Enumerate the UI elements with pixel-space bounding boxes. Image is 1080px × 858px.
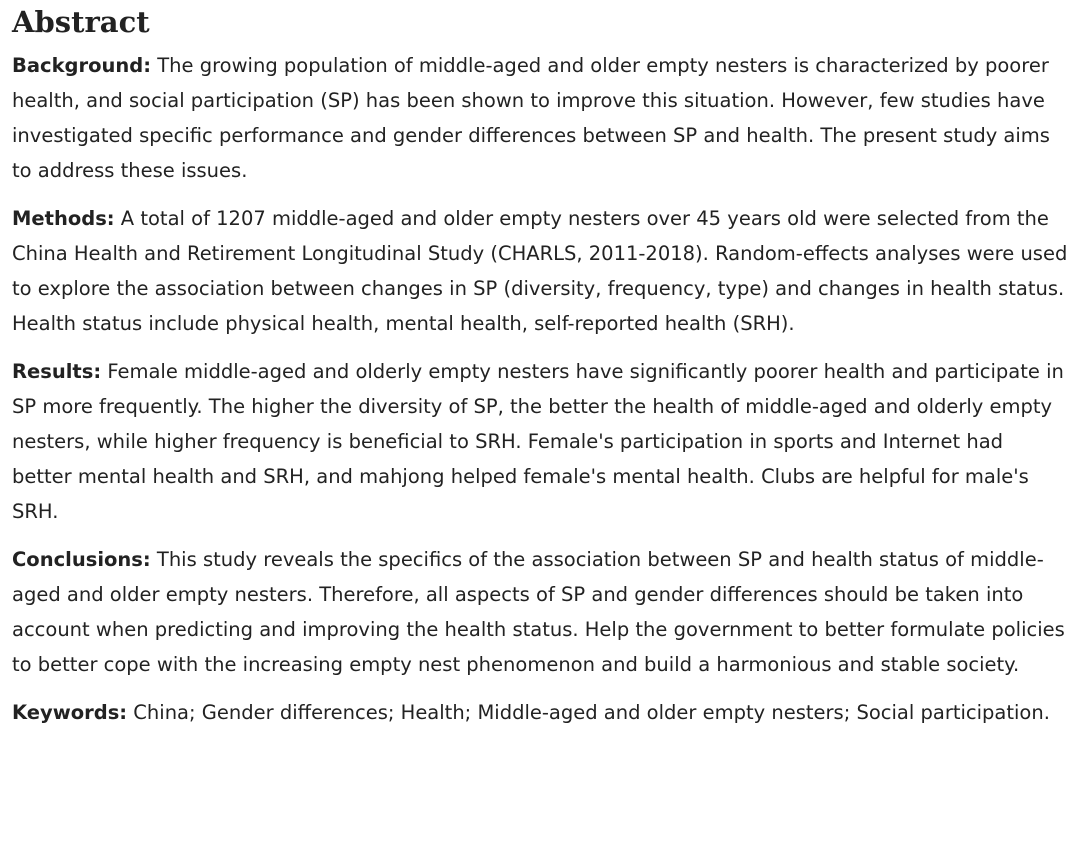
results-paragraph (12, 354, 1068, 529)
results-label: Results: (12, 360, 102, 383)
background-text: The growing population of middle-aged and older empty nesters is characterized by poorer health, and social participation (SP) has been shown to improve this situation. However, few studies have investigated specific performance and gender differences between SP and health. The present study aims to address these issues. (12, 54, 1050, 182)
results-text: Female middle-aged and olderly empty nesters have significantly poorer health and participate in SP more frequently. The higher the diversity of SP, the better the health of middle-aged and olderly empty nesters, while higher frequency is beneficial to SRH. Female's participation in sports and Internet had better mental health and SRH, and mahjong helped female's mental health. Clubs are helpful for male's SRH. (12, 360, 1064, 523)
keywords-text: China; Gender differences; Health; Middle-aged and older empty nesters; Social participation. (127, 701, 1050, 724)
keywords-label: Keywords: (12, 701, 128, 724)
background-label: Background: (12, 54, 152, 77)
abstract-container (0, 4, 1080, 730)
conclusions-text: This study reveals the specifics of the association between SP and health status of middle-aged and older empty nesters. Therefore, all aspects of SP and gender differences should be taken into account when predicting and improving the health status. Help the government to better formulate policies to better cope with the increasing empty nest phenomenon and build a harmonious and stable society. (12, 548, 1065, 676)
conclusions-paragraph (12, 542, 1068, 682)
abstract-heading: Abstract (12, 5, 150, 39)
conclusions-label: Conclusions: (12, 548, 151, 571)
keywords-paragraph (12, 695, 1068, 730)
methods-text: A total of 1207 middle-aged and older empty nesters over 45 years old were selected from the China Health and Retirement Longitudinal Study (CHARLS, 2011-2018). Random-effects analyses were used to explore the association between changes in SP (diversity, frequency, type) and changes in health status. Health status include physical health, mental health, self-reported health (SRH). (12, 207, 1068, 335)
methods-paragraph (12, 201, 1068, 341)
methods-label: Methods: (12, 207, 115, 230)
background-paragraph (12, 48, 1068, 188)
